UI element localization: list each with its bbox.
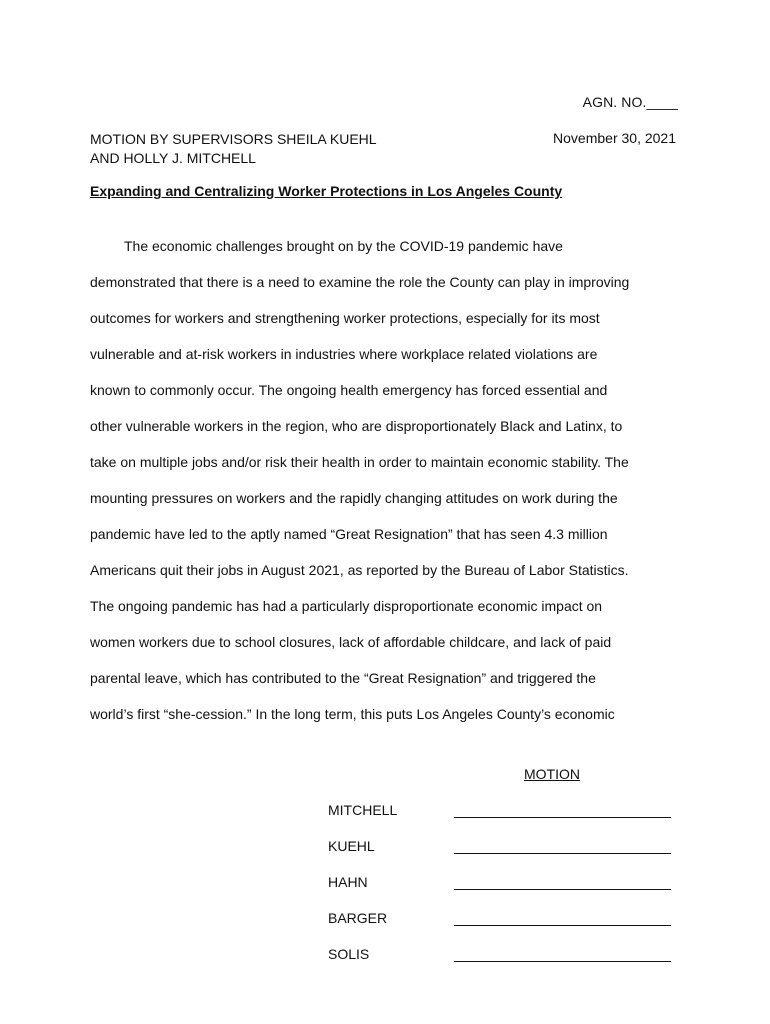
body-line: known to commonly occur. The ongoing health emergency has forced essential and xyxy=(90,382,608,398)
motion-heading: MOTION xyxy=(524,766,580,782)
motion-sponsors-line-2: AND HOLLY J. MITCHELL xyxy=(90,150,256,166)
vote-row xyxy=(328,836,673,872)
vote-signature-line xyxy=(454,853,671,854)
vote-table xyxy=(328,800,673,980)
vote-row xyxy=(328,908,673,944)
document-title: Expanding and Centralizing Worker Protections in Los Angeles County xyxy=(90,183,563,199)
body-line: vulnerable and at-risk workers in industries where workplace related violations are xyxy=(90,346,598,362)
body-line: take on multiple jobs and/or risk their health in order to maintain economic stability. The xyxy=(90,454,629,470)
supervisor-name: BARGER xyxy=(328,910,388,926)
agenda-number: AGN. NO.____ xyxy=(582,94,678,110)
vote-row xyxy=(328,800,673,836)
body-line: other vulnerable workers in the region, who are disproportionately Black and Latinx, to xyxy=(90,418,623,434)
body-line: The ongoing pandemic has had a particularly disproportionate economic impact on xyxy=(90,598,603,614)
body-line: women workers due to school closures, lack of affordable childcare, and lack of paid xyxy=(90,634,612,650)
vote-signature-line xyxy=(454,889,671,890)
vote-row xyxy=(328,944,673,980)
supervisor-name: SOLIS xyxy=(328,946,370,962)
supervisor-name: HAHN xyxy=(328,874,368,890)
vote-signature-line xyxy=(454,925,671,926)
body-line: Americans quit their jobs in August 2021, as reported by the Bureau of Labor Statistics. xyxy=(90,562,629,578)
motion-date: November 30, 2021 xyxy=(553,130,676,146)
motion-body xyxy=(90,228,680,732)
body-line: The economic challenges brought on by the COVID-19 pandemic have xyxy=(124,238,563,254)
supervisor-name: MITCHELL xyxy=(328,802,398,818)
supervisor-name: KUEHL xyxy=(328,838,375,854)
body-line: parental leave, which has contributed to the “Great Resignation” and triggered the xyxy=(90,670,596,686)
motion-sponsors-line-1: MOTION BY SUPERVISORS SHEILA KUEHL xyxy=(90,131,377,147)
vote-row xyxy=(328,872,673,908)
vote-signature-line xyxy=(454,817,671,818)
vote-signature-line xyxy=(454,961,671,962)
body-line: demonstrated that there is a need to examine the role the County can play in improving xyxy=(90,274,630,290)
body-line: pandemic have led to the aptly named “Great Resignation” that has seen 4.3 million xyxy=(90,526,608,542)
motion-sponsors xyxy=(90,130,377,168)
body-line: mounting pressures on workers and the rapidly changing attitudes on work during the xyxy=(90,490,618,506)
body-line: outcomes for workers and strengthening worker protections, especially for its most xyxy=(90,310,600,326)
body-line: world’s first “she-cession.” In the long term, this puts Los Angeles County’s economic xyxy=(90,706,615,722)
